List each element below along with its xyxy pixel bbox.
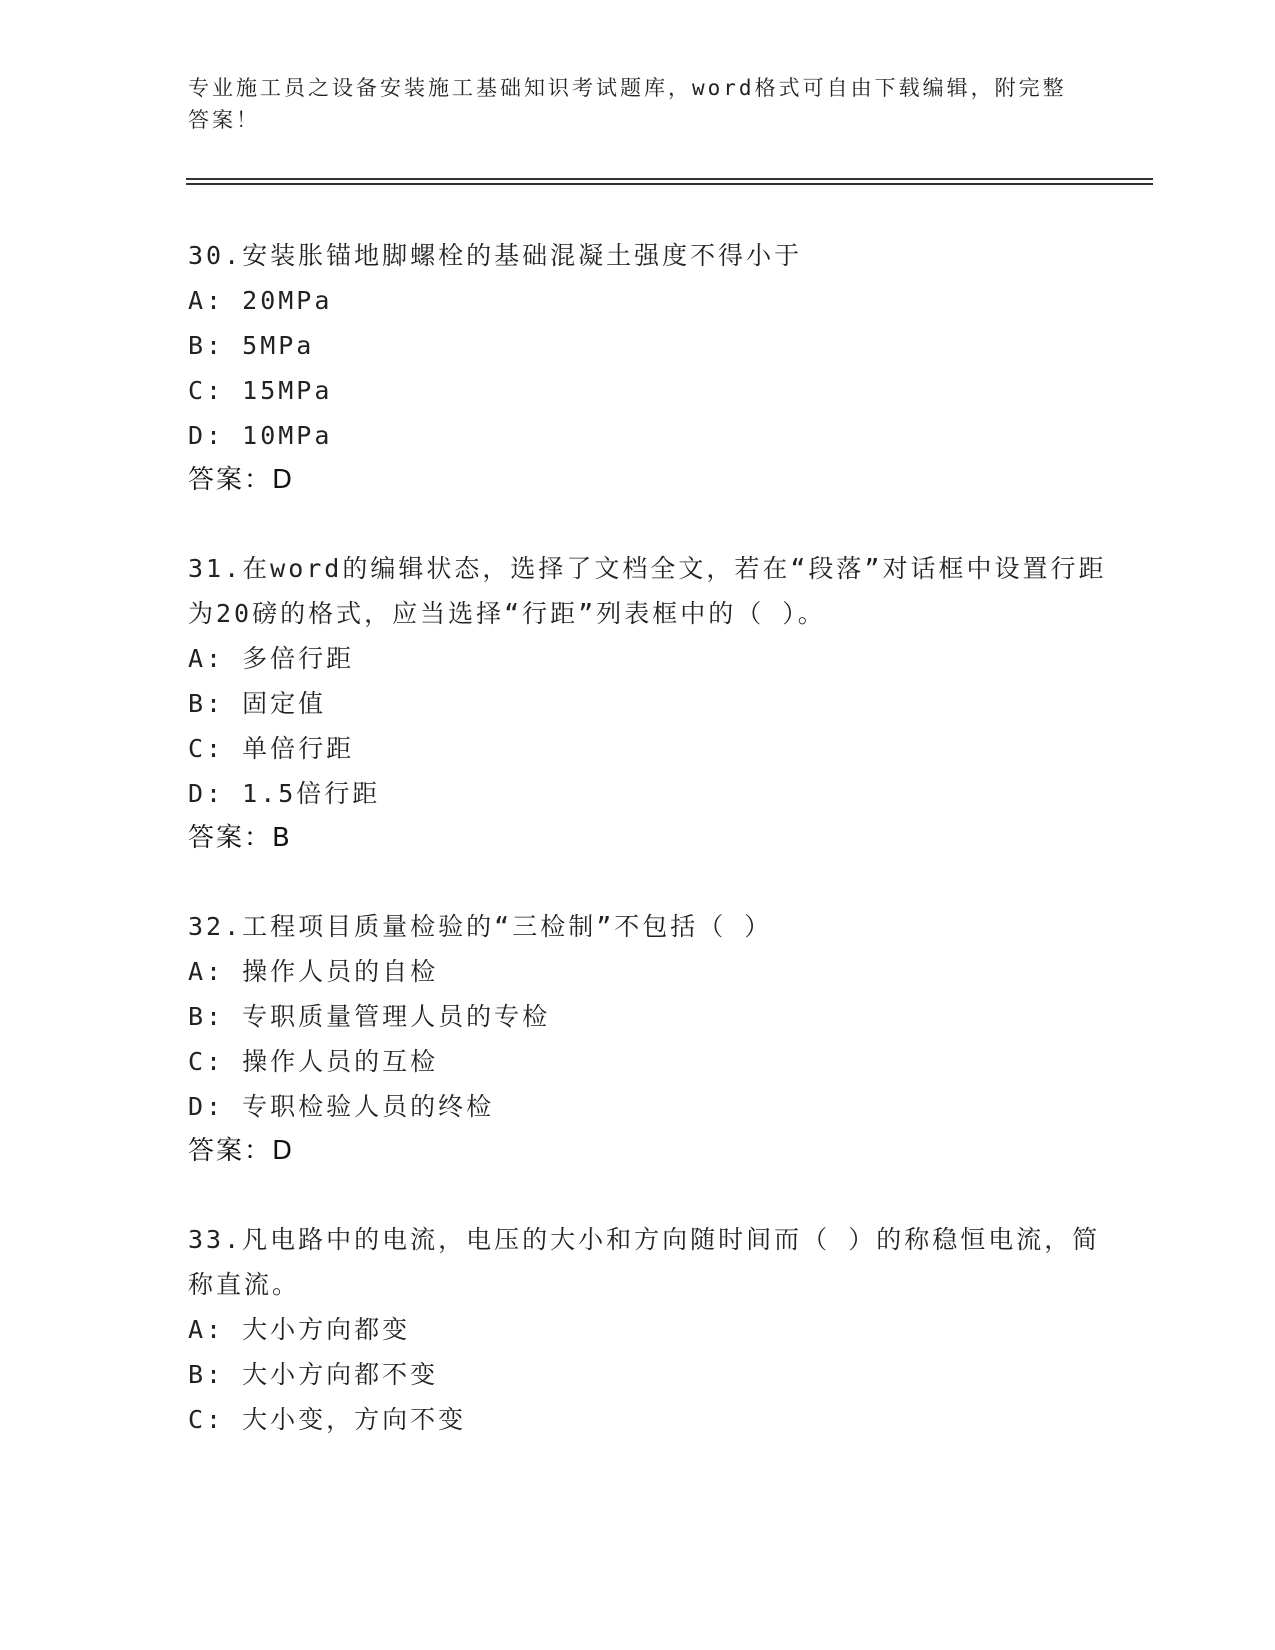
option-c: C: 操作人员的互检 xyxy=(188,1047,439,1076)
question-stem: 30.安装胀锚地脚螺栓的基础混凝土强度不得小于 xyxy=(188,241,803,270)
answer-label: 答案：B xyxy=(188,823,292,853)
question-list xyxy=(188,233,1108,1485)
option-b: B: 5MPa xyxy=(188,331,315,360)
option-a: A: 大小方向都变 xyxy=(188,1315,411,1344)
option-d: D: 10MPa xyxy=(188,421,333,450)
option-a: A: 多倍行距 xyxy=(188,644,355,673)
answer-label: 答案：D xyxy=(188,1136,295,1166)
option-c: C: 大小变，方向不变 xyxy=(188,1405,467,1434)
question-30 xyxy=(188,233,1108,503)
question-stem: 33.凡电路中的电流，电压的大小和方向随时间而（ ）的称稳恒电流，简称直流。 xyxy=(188,1225,1101,1299)
header-divider-bottom xyxy=(186,183,1153,185)
answer-label: 答案：D xyxy=(188,465,295,495)
question-32 xyxy=(188,904,1108,1174)
option-c: C: 15MPa xyxy=(188,376,333,405)
document-header: 专业施工员之设备安装施工基础知识考试题库，word格式可自由下载编辑，附完整答案！ xyxy=(188,76,1067,132)
option-d: D: 专职检验人员的终检 xyxy=(188,1092,495,1121)
option-a: A: 操作人员的自检 xyxy=(188,957,439,986)
question-31 xyxy=(188,546,1108,861)
header-divider-top xyxy=(186,178,1153,180)
option-b: B: 大小方向都不变 xyxy=(188,1360,439,1389)
question-33 xyxy=(188,1217,1108,1442)
option-b: B: 固定值 xyxy=(188,689,327,718)
option-d: D: 1.5倍行距 xyxy=(188,779,381,808)
option-c: C: 单倍行距 xyxy=(188,734,355,763)
option-a: A: 20MPa xyxy=(188,286,333,315)
question-stem: 31.在word的编辑状态，选择了文档全文，若在“段落”对话框中设置行距为20磅的格式，应当选择“行距”列表框中的（ ）。 xyxy=(188,554,1107,628)
option-b: B: 专职质量管理人员的专检 xyxy=(188,1002,551,1031)
question-stem: 32.工程项目质量检验的“三检制”不包括（ ） xyxy=(188,912,773,941)
